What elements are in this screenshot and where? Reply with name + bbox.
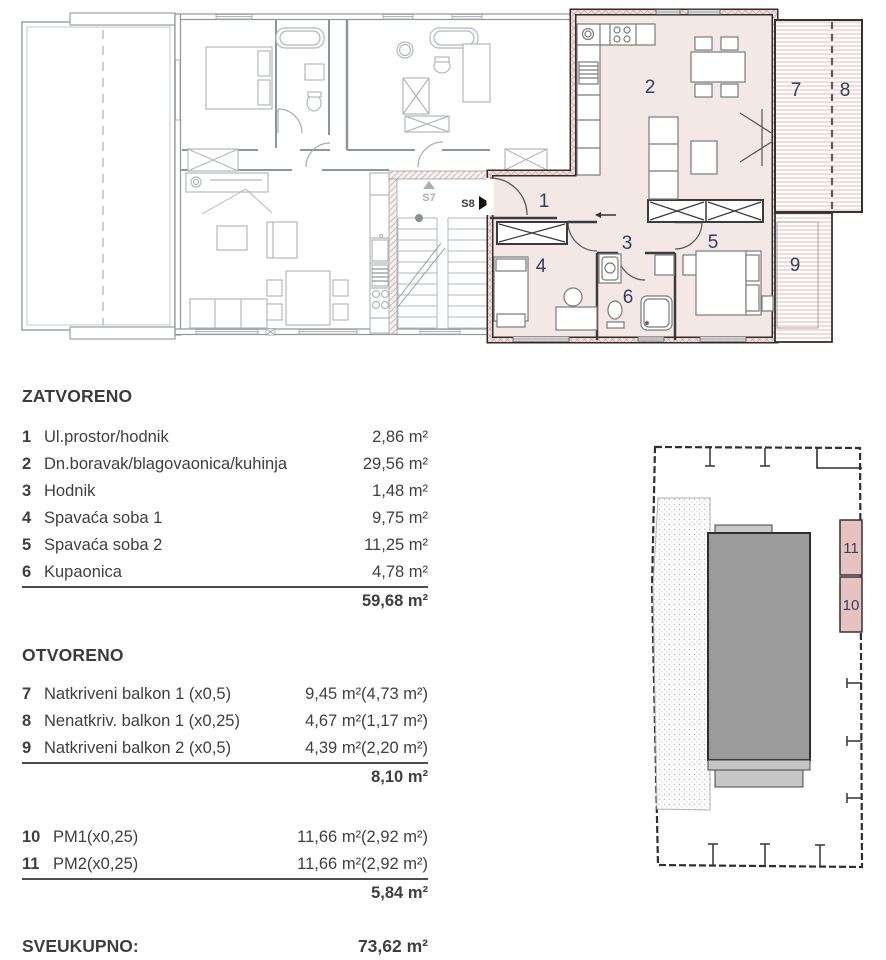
- stairwell: [389, 171, 490, 334]
- stair-post: [415, 214, 423, 222]
- row-number: 7: [22, 685, 32, 703]
- table-row: [22, 824, 428, 851]
- section-total: 59,68 m²: [22, 586, 428, 614]
- row-number: 11: [22, 855, 40, 873]
- grand-total-label: SVEUKUPNO:: [22, 935, 139, 956]
- neighbor-terrace: [22, 13, 175, 339]
- room-label-8: 8: [839, 80, 851, 101]
- grand-total-value: 73,62 m²: [357, 935, 428, 956]
- room-label-5: 5: [707, 232, 719, 253]
- table-row: [22, 851, 428, 878]
- row-number: 5: [22, 536, 32, 554]
- row-label: Natkriveni balkon 2 (x0,5): [44, 739, 232, 757]
- room-label-2: 2: [644, 77, 656, 98]
- room-label-1: 1: [538, 191, 550, 212]
- stair-label-s7: S7: [422, 192, 436, 204]
- grand-total-row: [22, 934, 428, 958]
- table-row: [22, 424, 428, 451]
- section-total: 8,10 m²: [22, 762, 428, 790]
- row-number: 4: [22, 509, 32, 527]
- apartment-unit: [487, 10, 863, 342]
- row-number: 1: [22, 428, 32, 446]
- row-area: 4,67 m²(1,17 m²): [305, 712, 428, 730]
- table-row: [22, 532, 428, 559]
- row-label: Spavaća soba 1: [44, 509, 163, 527]
- row-area: 29,56 m²: [362, 455, 428, 473]
- row-area: 11,66 m²(2,92 m²): [297, 855, 428, 873]
- row-number: 2: [22, 455, 32, 473]
- row-area: 11,66 m²(2,92 m²): [297, 828, 428, 846]
- balcony-7-8: [775, 20, 862, 212]
- building-bottom-annex: [708, 760, 810, 770]
- row-label: Dn.boravak/blagovaonica/kuhinja: [44, 455, 288, 473]
- table-row: [22, 681, 428, 708]
- table-row: [22, 478, 428, 505]
- row-number: 9: [22, 739, 32, 757]
- row-area: 9,75 m²: [372, 509, 428, 527]
- entrance-door-gap: [487, 178, 494, 215]
- row-area: 9,45 m²(4,73 m²): [305, 685, 428, 703]
- row-label: Hodnik: [44, 482, 96, 500]
- building-top-annex: [715, 525, 772, 533]
- row-number: 10: [22, 828, 41, 846]
- row-number: 8: [22, 712, 32, 730]
- room-label-4: 4: [535, 256, 547, 277]
- row-number: 3: [22, 482, 32, 500]
- row-label: PM1(x0,25): [53, 828, 139, 846]
- room-label-7: 7: [790, 80, 802, 101]
- section-heading: OTVORENO: [22, 645, 124, 665]
- room-label-9: 9: [789, 255, 801, 276]
- row-label: Ul.prostor/hodnik: [44, 428, 169, 446]
- row-label: PM2(x0,25): [53, 855, 139, 873]
- stair-label-s8: S8: [461, 198, 475, 210]
- parking-label-10: 10: [842, 597, 860, 614]
- table-row: [22, 505, 428, 532]
- section-zatvoreno: [22, 386, 428, 614]
- row-area: 4,39 m²(2,20 m²): [305, 739, 428, 757]
- section-total: 5,84 m²: [22, 878, 428, 906]
- table-row: [22, 451, 428, 478]
- building-footprint: [708, 533, 810, 760]
- row-area: 11,25 m²: [364, 536, 428, 554]
- section-parking: [22, 824, 428, 906]
- room-label-6: 6: [622, 287, 634, 308]
- row-label: Spavaća soba 2: [44, 536, 163, 554]
- site-corner-notch: [817, 448, 862, 468]
- floor-plan-drawing: [0, 0, 886, 376]
- section-otvoreno: [22, 645, 428, 790]
- stair-steps: [398, 218, 487, 330]
- row-label: Nenatkriv. balkon 1 (x0,25): [44, 712, 240, 730]
- balcony-9: [775, 213, 832, 342]
- table-row: [22, 735, 428, 762]
- area-table-sheet: [22, 386, 428, 958]
- row-label: Kupaonica: [44, 563, 122, 581]
- row-label: Natkriveni balkon 1 (x0,5): [44, 685, 232, 703]
- table-row: [22, 708, 428, 735]
- row-number: 6: [22, 563, 32, 581]
- table-row: [22, 559, 428, 586]
- stair-up-arrow-icon: [423, 181, 435, 189]
- room-label-3: 3: [621, 233, 633, 254]
- section-heading: ZATVORENO: [22, 386, 133, 406]
- row-area: 1,48 m²: [372, 482, 428, 500]
- parking-label-11: 11: [843, 540, 859, 557]
- site-plan: [628, 438, 880, 880]
- site-green-area: [653, 498, 710, 810]
- row-area: 2,86 m²: [372, 428, 428, 446]
- row-area: 4,78 m²: [372, 563, 428, 581]
